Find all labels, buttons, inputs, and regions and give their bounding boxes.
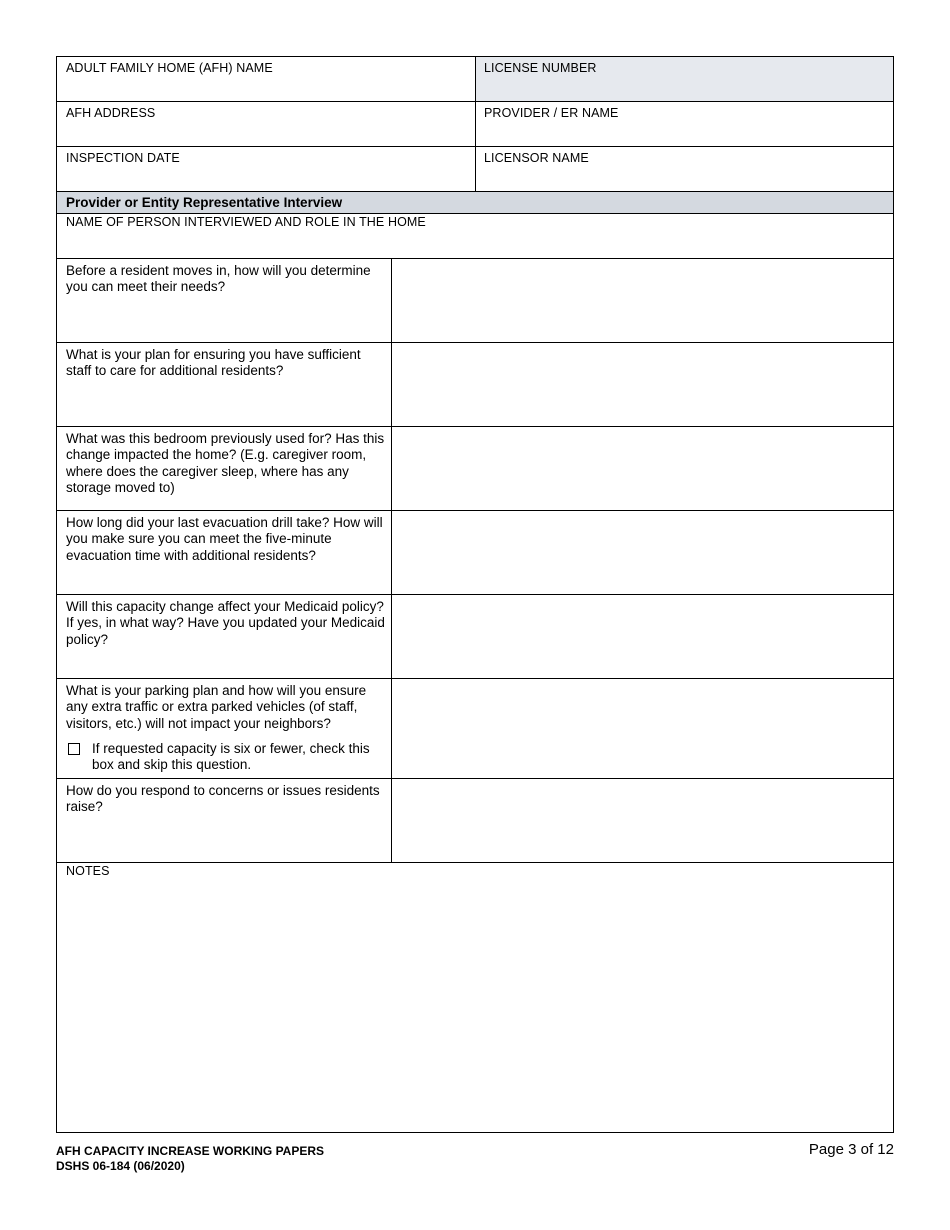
divider xyxy=(57,594,893,595)
provider-name-label: PROVIDER / ER NAME xyxy=(484,106,619,120)
answer-field[interactable] xyxy=(392,343,893,426)
licensor-name-field[interactable] xyxy=(475,147,893,191)
divider xyxy=(57,213,893,214)
inspection-form xyxy=(56,56,894,1133)
section-title: Provider or Entity Representative Interview xyxy=(57,192,893,213)
footer-title: AFH CAPACITY INCREASE WORKING PAPERS xyxy=(56,1144,325,1158)
license-number-field[interactable] xyxy=(475,57,893,101)
footer-form-id: DSHS 06-184 (06/2020) xyxy=(56,1159,185,1173)
question-text: What is your parking plan and how will you ensure any extra traffic or extra parked vehicles (of staff, visitors, etc.) will not impact your neighbors? xyxy=(66,683,367,731)
afh-name-field[interactable] xyxy=(57,57,475,101)
divider xyxy=(57,258,893,259)
footer-form-info xyxy=(56,1144,324,1174)
licensor-name-label: LICENSOR NAME xyxy=(484,151,589,165)
page-number: Page 3 of 12 xyxy=(808,1141,894,1158)
question-text: How do you respond to concerns or issues residents raise? xyxy=(66,783,380,815)
question-row xyxy=(57,259,893,342)
answer-field[interactable] xyxy=(392,259,893,342)
divider xyxy=(57,778,893,779)
afh-address-field[interactable] xyxy=(57,102,475,146)
question-row xyxy=(57,779,893,862)
question-text: How long did your last evacuation drill take? How will you make sure you can meet the five-minute evacuation time with additional residents? xyxy=(66,515,383,563)
divider xyxy=(475,57,476,191)
divider xyxy=(57,426,893,427)
interviewee-label: NAME OF PERSON INTERVIEWED AND ROLE IN THE HOME xyxy=(66,215,426,229)
question-text: Before a resident moves in, how will you determine you can meet their needs? xyxy=(66,263,371,295)
divider xyxy=(57,342,893,343)
question-row xyxy=(57,511,893,594)
answer-field[interactable] xyxy=(392,511,893,594)
divider xyxy=(57,678,893,679)
question-row xyxy=(57,595,893,678)
question-row xyxy=(57,679,893,778)
question-row xyxy=(57,427,893,510)
answer-field[interactable] xyxy=(392,427,893,510)
question-text: What was this bedroom previously used for? Has this change impacted the home? (E.g. caregiver room, where does the caregiver sleep, where has any storage moved to) xyxy=(66,431,385,495)
answer-field[interactable] xyxy=(392,779,893,862)
capacity-checkbox-row xyxy=(66,741,386,774)
license-number-label: LICENSE NUMBER xyxy=(484,61,597,75)
question-text: What is your plan for ensuring you have sufficient staff to care for additional residents? xyxy=(66,347,361,379)
provider-name-field[interactable] xyxy=(475,102,893,146)
answer-field[interactable] xyxy=(392,679,893,778)
inspection-date-field[interactable] xyxy=(57,147,475,191)
divider xyxy=(57,510,893,511)
afh-address-label: AFH ADDRESS xyxy=(66,106,156,120)
capacity-checkbox[interactable] xyxy=(68,743,80,755)
notes-field[interactable] xyxy=(57,863,893,1132)
capacity-checkbox-label: If requested capacity is six or fewer, check this box and skip this question. xyxy=(92,741,370,773)
interviewee-field[interactable] xyxy=(57,214,893,258)
divider xyxy=(57,862,893,863)
notes-label: NOTES xyxy=(66,864,110,878)
question-row xyxy=(57,343,893,426)
question-text: Will this capacity change affect your Medicaid policy? If yes, in what way? Have you updated your Medicaid policy? xyxy=(66,599,385,647)
divider xyxy=(57,191,893,192)
inspection-date-label: INSPECTION DATE xyxy=(66,151,180,165)
afh-name-label: ADULT FAMILY HOME (AFH) NAME xyxy=(66,61,273,75)
answer-field[interactable] xyxy=(392,595,893,678)
divider xyxy=(391,258,392,862)
